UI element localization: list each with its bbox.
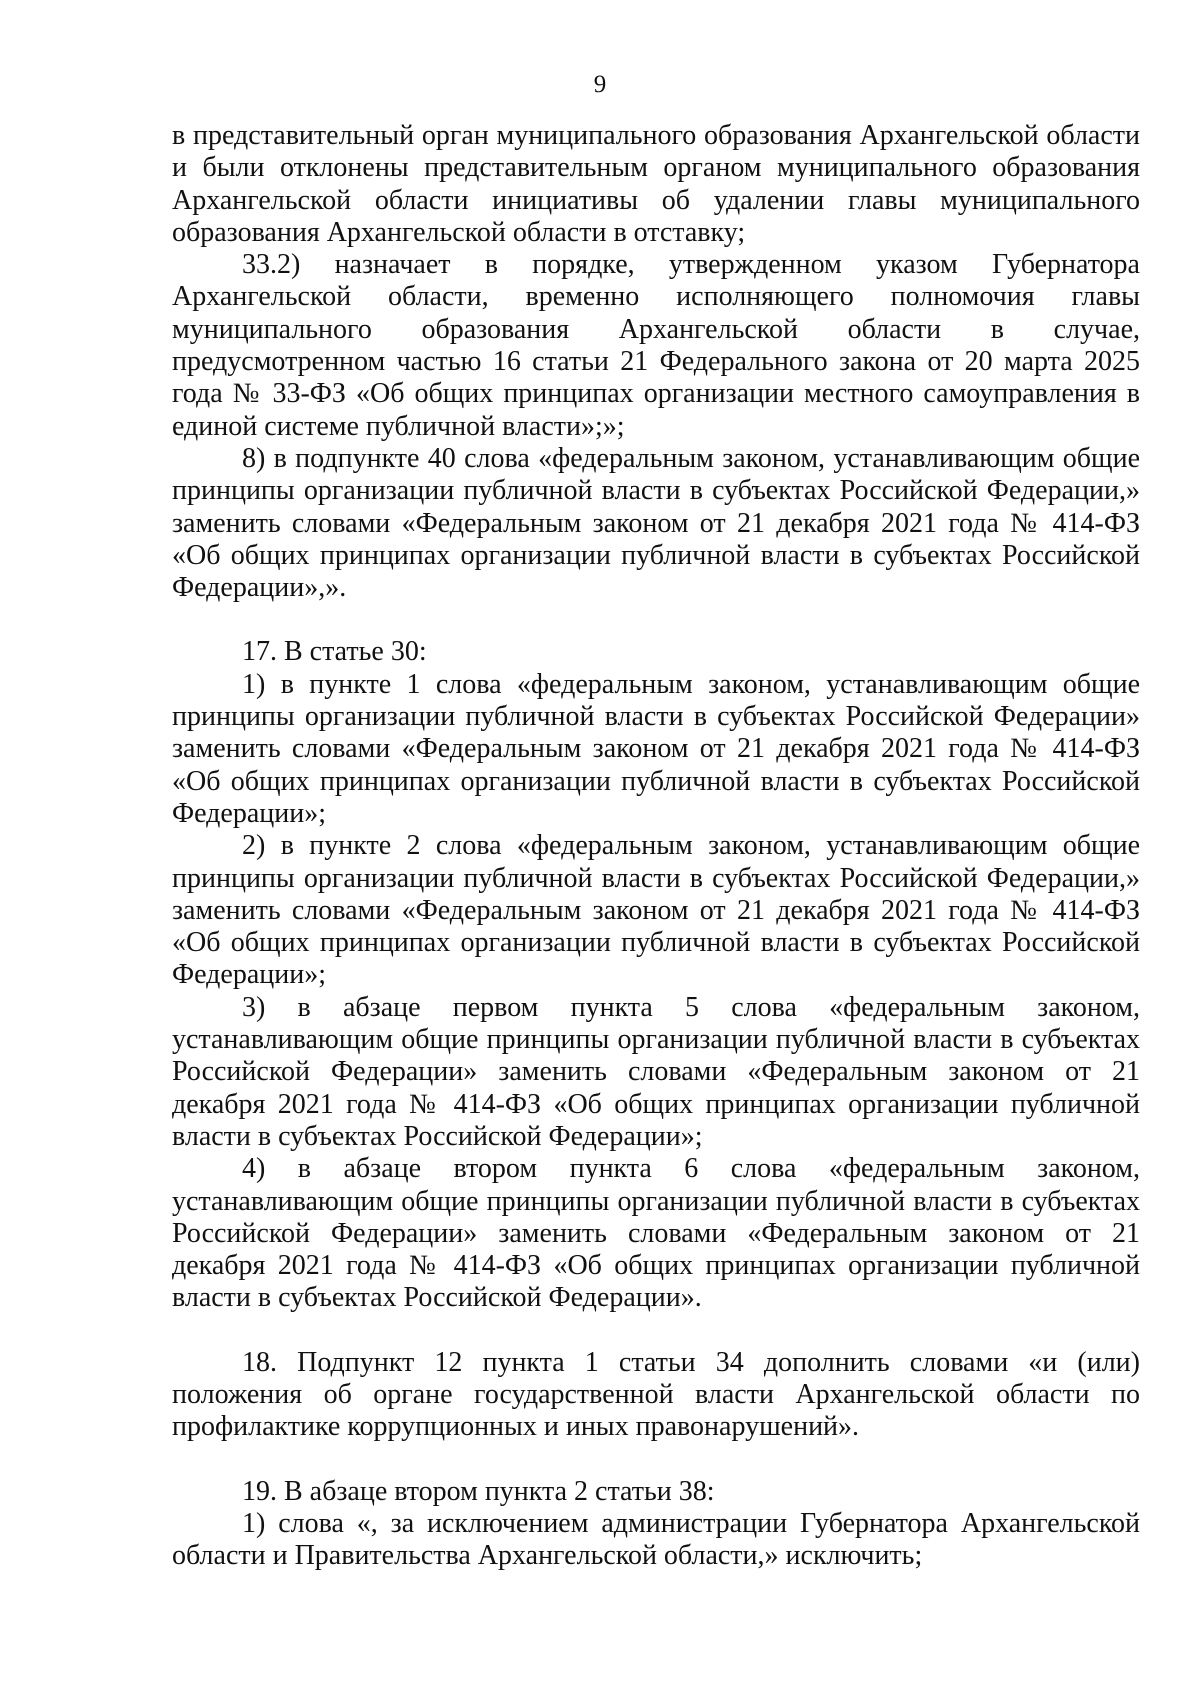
document-body [172,120,1140,1572]
paragraph-continuation: в представительный орган муниципального образования Архангельской области и были отклонены представительным органом муниципального образования Архангельской области инициативы об удалении главы муниципального образования Архангельской области в отставку; [172,120,1140,248]
paragraph-item-1-section-19: 1) слова «, за исключением администрации Губернатора Архангельской области и Правительства Архангельской области,» исключить; [172,1507,1140,1572]
paragraph-spacer [172,604,1140,636]
paragraph-item-2: 2) в пункте 2 слова «федеральным законом, устанавливающим общие принципы организации публичной власти в субъектах Российской Федерации,» заменить словами «Федеральным законом от 21 декабря 2021 года № 414-ФЗ «Об общих принципах организации публичной власти в субъектах Российской Федерации»; [172,830,1140,991]
paragraph-item-4: 4) в абзаце втором пункта 6 слова «федеральным законом, устанавливающим общие принципы организации публичной власти в субъектах Российской Федерации» заменить словами «Федеральным законом от 21 декабря 2021 года № 414-ФЗ «Об общих принципах организации публичной власти в субъектах Российской Федерации». [172,1153,1140,1314]
paragraph-subitem-33-2: 33.2) назначает в порядке, утвержденном указом Губернатора Архангельской области, временно исполняющего полномочия главы муниципального образования Архангельской области в случае, предусмотренном частью 16 статьи 21 Федерального закона от 20 марта 2025 года № 33-ФЗ «Об общих принципах организации местного самоуправления в единой системе публичной власти»;»; [172,249,1140,442]
page-number: 9 [593,71,607,98]
section-heading-17: 17. В статье 30: [242,636,427,668]
paragraph-spacer [172,1444,1140,1476]
paragraph-item-1: 1) в пункте 1 слова «федеральным законом, устанавливающим общие принципы организации публичной власти в субъектах Российской Федерации» заменить словами «Федеральным законом от 21 декабря 2021 года № 414-ФЗ «Об общих принципах организации публичной власти в субъектах Российской Федерации»; [172,668,1140,829]
section-18: 18. Подпункт 12 пункта 1 статьи 34 дополнить словами «и (или) положения об органе государственной власти Архангельской области по профилактике коррупционных и иных правонарушений». [172,1346,1140,1443]
section-heading-19: 19. В абзаце втором пункта 2 статьи 38: [242,1475,715,1507]
paragraph-item-3: 3) в абзаце первом пункта 5 слова «федеральным законом, устанавливающим общие принципы организации публичной власти в субъектах Российской Федерации» заменить словами «Федеральным законом от 21 декабря 2021 года № 414-ФЗ «Об общих принципах организации публичной власти в субъектах Российской Федерации»; [172,991,1140,1152]
paragraph-spacer [172,1315,1140,1347]
paragraph-item-8: 8) в подпункте 40 слова «федеральным законом, устанавливающим общие принципы организации публичной власти в субъектах Российской Федерации,» заменить словами «Федеральным законом от 21 декабря 2021 года № 414-ФЗ «Об общих принципах организации публичной власти в субъектах Российской Федерации»,». [172,442,1140,604]
